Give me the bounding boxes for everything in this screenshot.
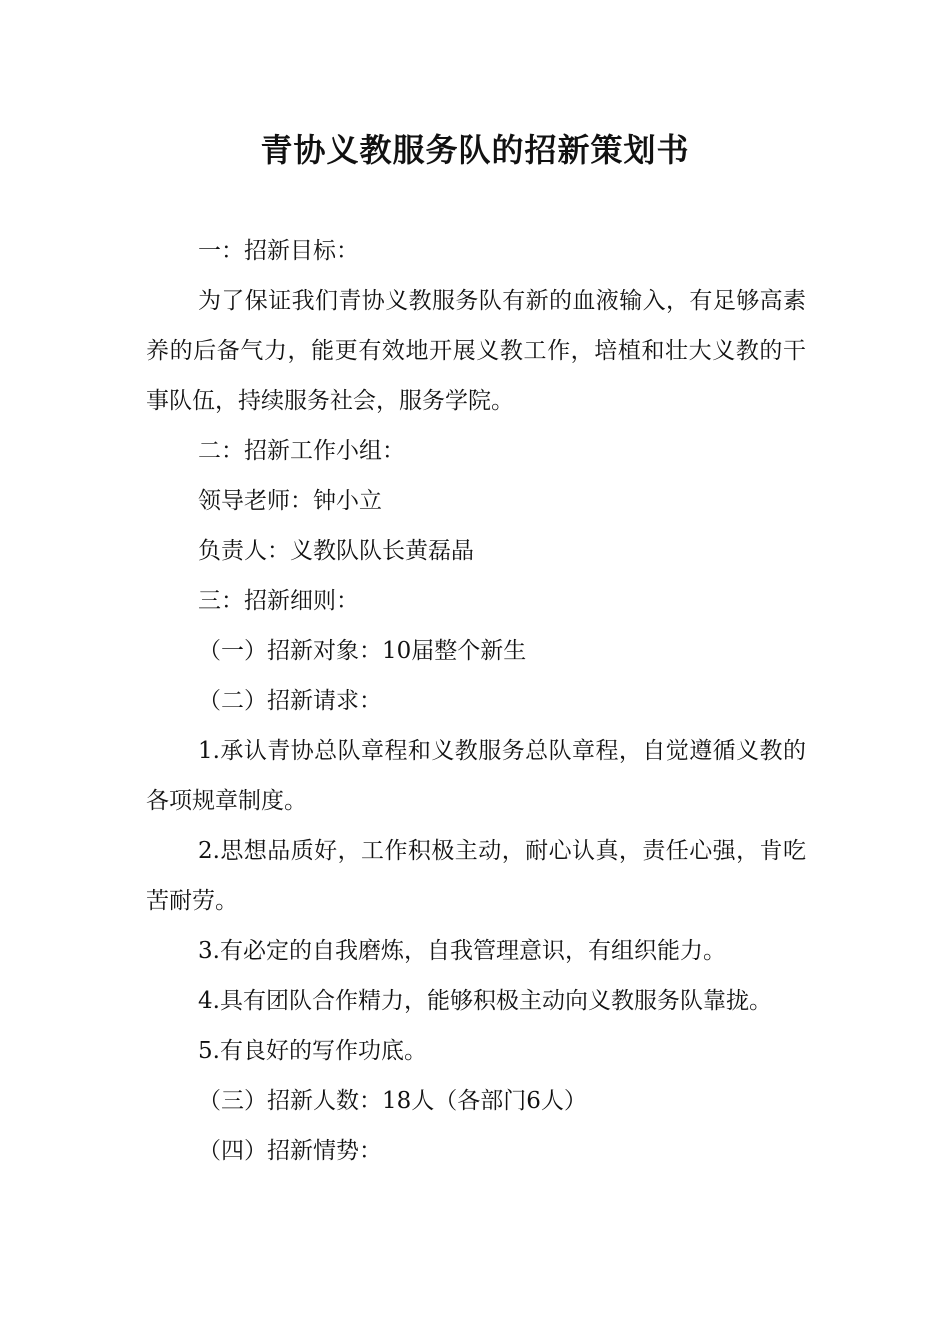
section-heading: 三：招新细则： <box>198 588 359 614</box>
paragraph: 负责人：义教队队长黄磊晶 <box>198 538 474 564</box>
paragraph: 为了保证我们青协义教服务队有新的血液输入，有足够高素养的后备气力，能更有效地开展义教工作，培植和壮大义教的干事队伍，持续服务社会，服务学院。 <box>146 288 806 414</box>
list-item: 1.承认青协总队章程和义教服务总队章程，自觉遵循义教的各项规章制度。 <box>146 738 806 814</box>
document-title: 青协义教服务队的招新策划书 <box>260 131 690 169</box>
document-body <box>146 226 806 1176</box>
subsection-heading: （二）招新请求： <box>198 688 382 714</box>
list-item: 4.具有团队合作精力，能够积极主动向义教服务队靠拢。 <box>198 988 772 1014</box>
list-item: 2.思想品质好，工作积极主动，耐心认真，责任心强，肯吃苦耐劳。 <box>146 838 806 914</box>
paragraph: 领导老师：钟小立 <box>198 488 382 514</box>
subsection-heading: （四）招新情势： <box>198 1138 382 1164</box>
subsection-heading: （一）招新对象：10届整个新生 <box>198 638 527 664</box>
list-item: 3.有必定的自我磨炼，自我管理意识，有组织能力。 <box>198 938 726 964</box>
section-heading: 一：招新目标： <box>198 238 359 264</box>
subsection-heading: （三）招新人数：18人（各部门6人） <box>198 1088 587 1114</box>
list-item: 5.有良好的写作功底。 <box>198 1038 427 1064</box>
section-heading: 二：招新工作小组： <box>198 438 405 464</box>
